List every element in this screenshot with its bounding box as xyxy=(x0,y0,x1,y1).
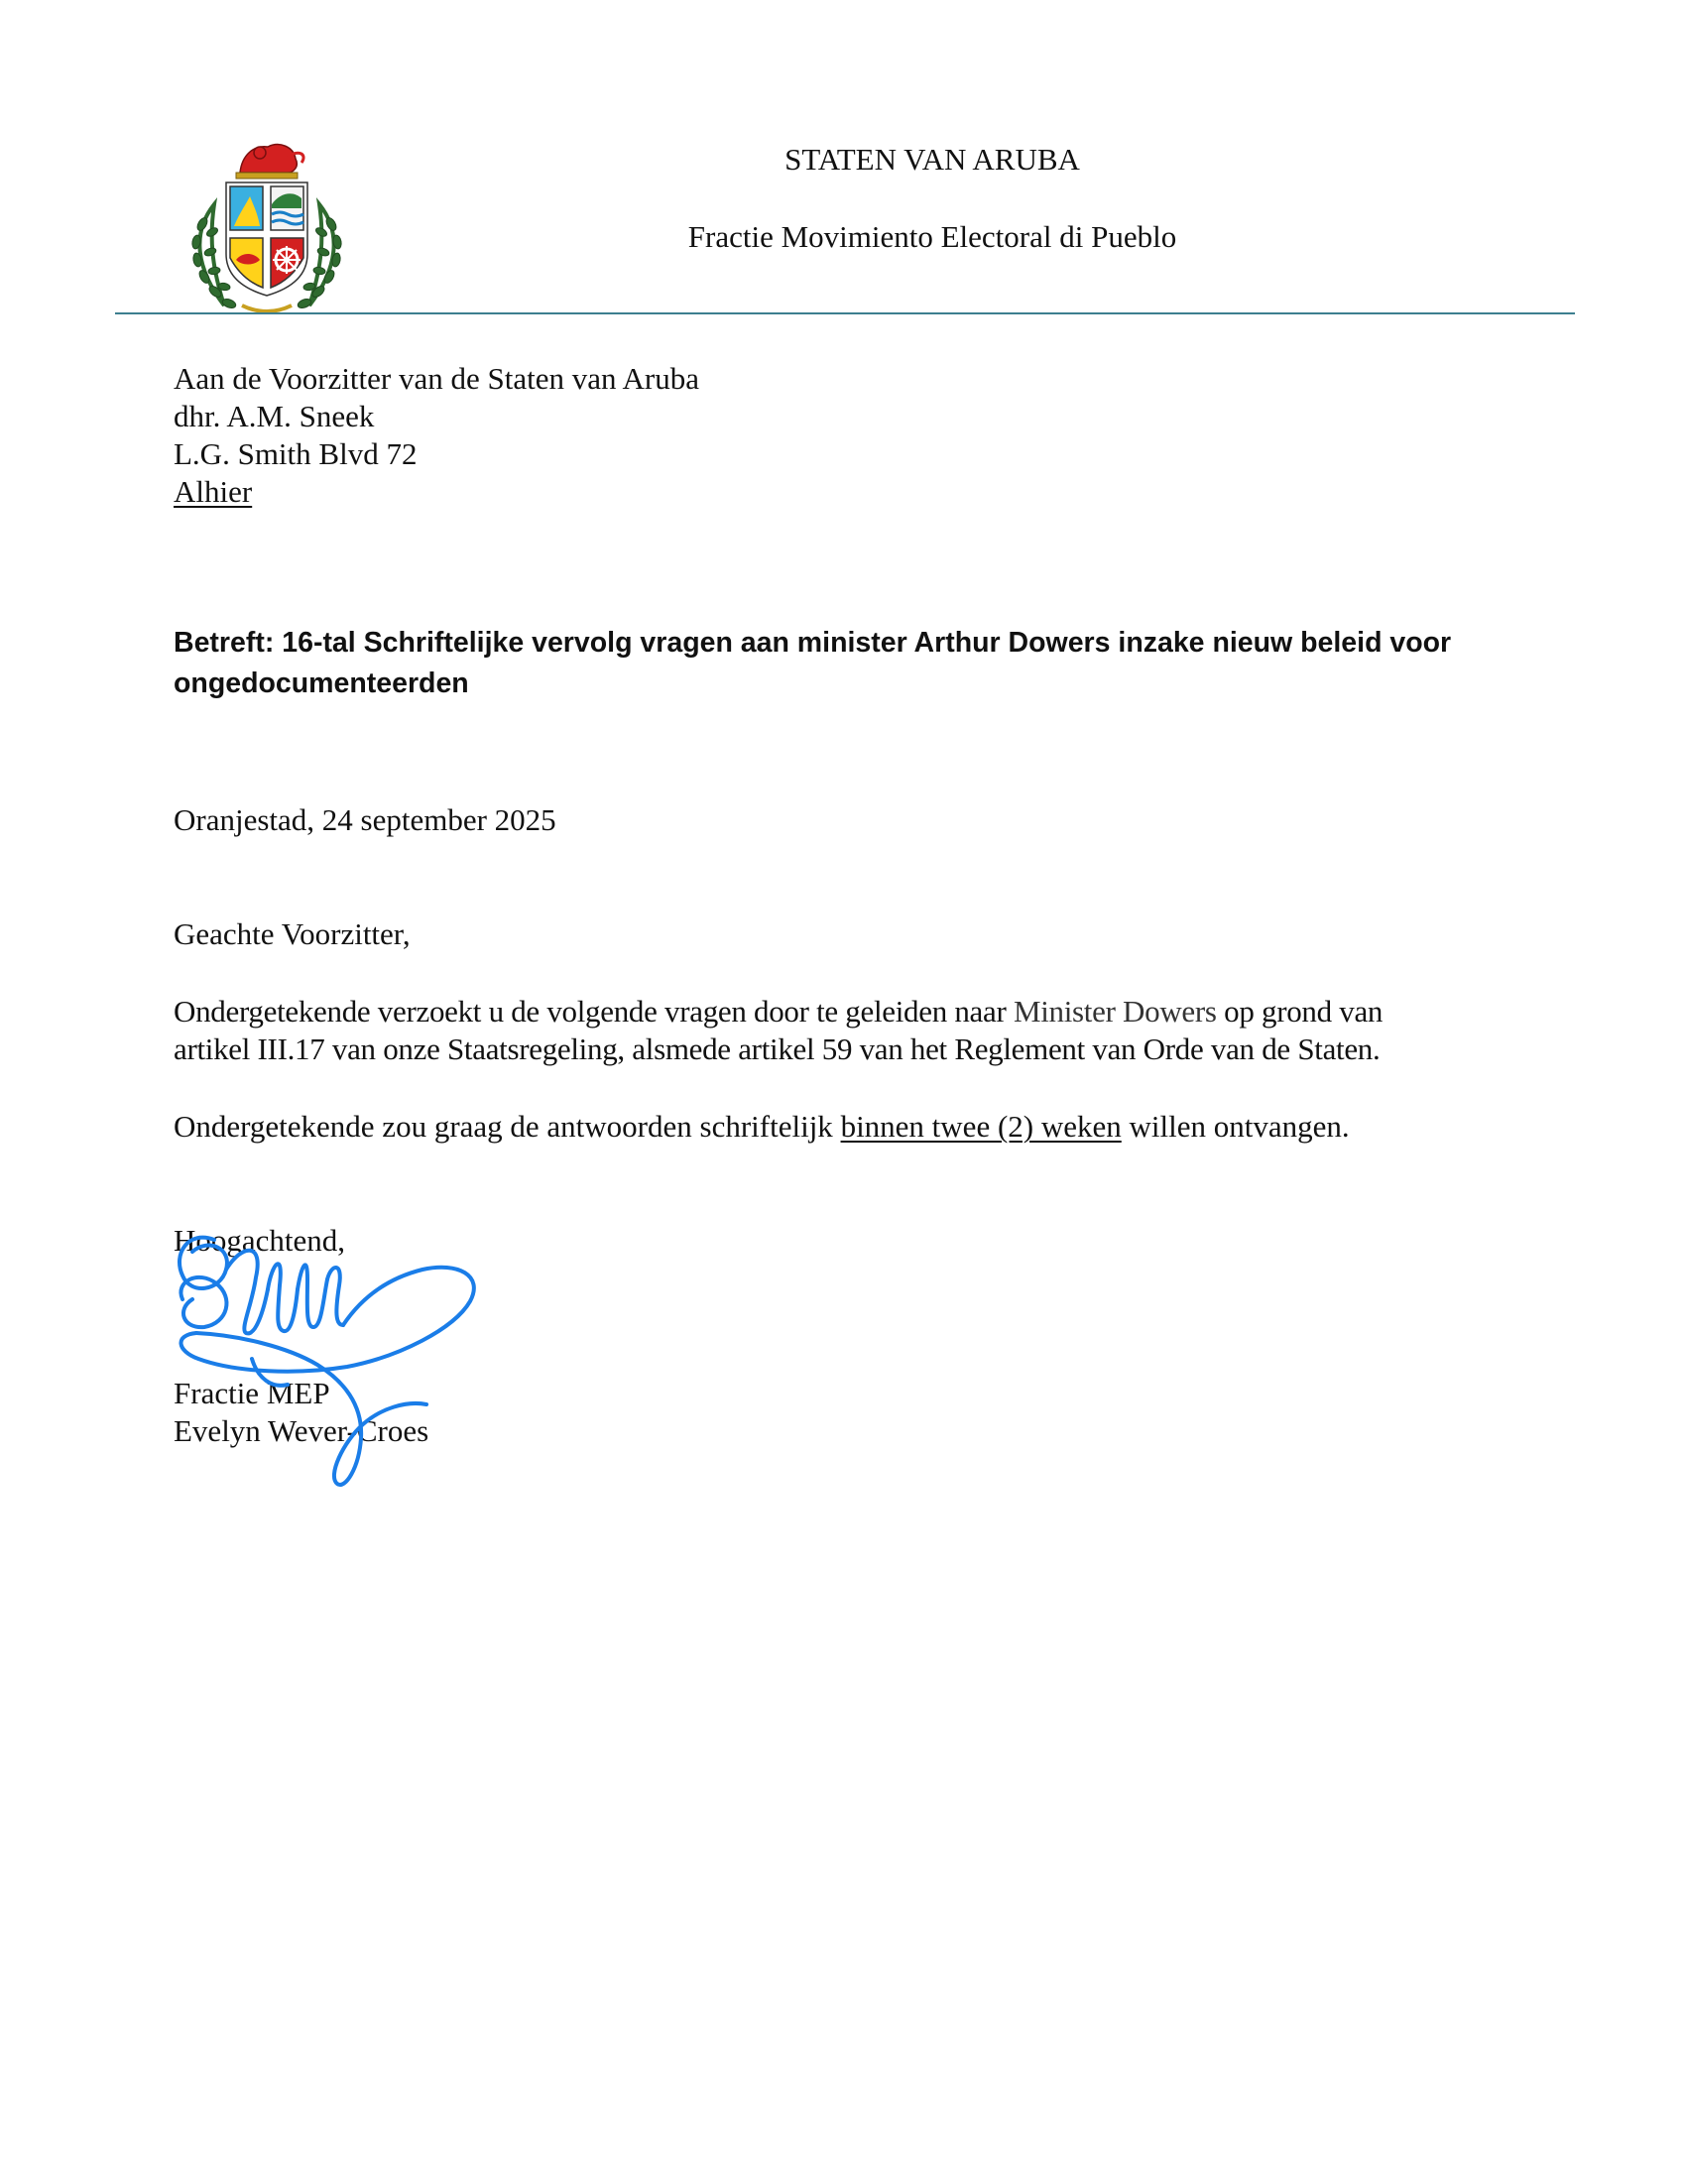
salutation: Geachte Voorzitter, xyxy=(174,916,411,951)
letterhead-subtitle: Fractie Movimiento Electoral di Pueblo xyxy=(687,219,1177,254)
signer-party: Fractie MEP xyxy=(174,1376,330,1410)
subject-line: Betreft: 16-tal Schriftelijke vervolg vragen aan minister Arthur Dowers inzake nieuw beleid voor ongedocumenteerden xyxy=(174,627,1452,699)
address-line-recipient: Aan de Voorzitter van de Staten van Aruba xyxy=(174,361,700,396)
body-p2-text-b: willen ontvangen. xyxy=(1121,1109,1350,1144)
body-p1-text-b: op grond van xyxy=(1216,994,1384,1029)
body-paragraph-2 xyxy=(174,1108,1512,1146)
body-p1-line-2: artikel III.17 van onze Staatsregeling, alsmede artikel 59 van het Reglement van Orde van de Staten. xyxy=(174,1031,1381,1066)
aruba-coat-of-arms-icon xyxy=(184,135,349,317)
address-line-local: Alhier xyxy=(174,474,253,509)
signer-name: Evelyn Wever-Croes xyxy=(174,1413,429,1448)
closing: Hoogachtend, xyxy=(174,1223,346,1258)
header-divider xyxy=(115,312,1575,314)
minister-name: Minister Dowers xyxy=(1013,994,1217,1029)
letterhead-title: STATEN VAN ARUBA xyxy=(784,142,1080,177)
body-p1-text-a: Ondergetekende verzoekt u de volgende vragen door te geleiden naar xyxy=(174,994,1014,1029)
body-paragraph-1 xyxy=(174,993,1512,1068)
address-line-name: dhr. A.M. Sneek xyxy=(174,399,375,433)
address-line-street: L.G. Smith Blvd 72 xyxy=(174,436,418,471)
body-p2-text-a: Ondergetekende zou graag de antwoorden schriftelijk xyxy=(174,1109,841,1144)
place-date: Oranjestad, 24 september 2025 xyxy=(174,802,556,837)
handwritten-signature xyxy=(169,1230,486,1498)
deadline-text: binnen twee (2) weken xyxy=(840,1109,1122,1144)
recipient-address xyxy=(174,360,699,511)
